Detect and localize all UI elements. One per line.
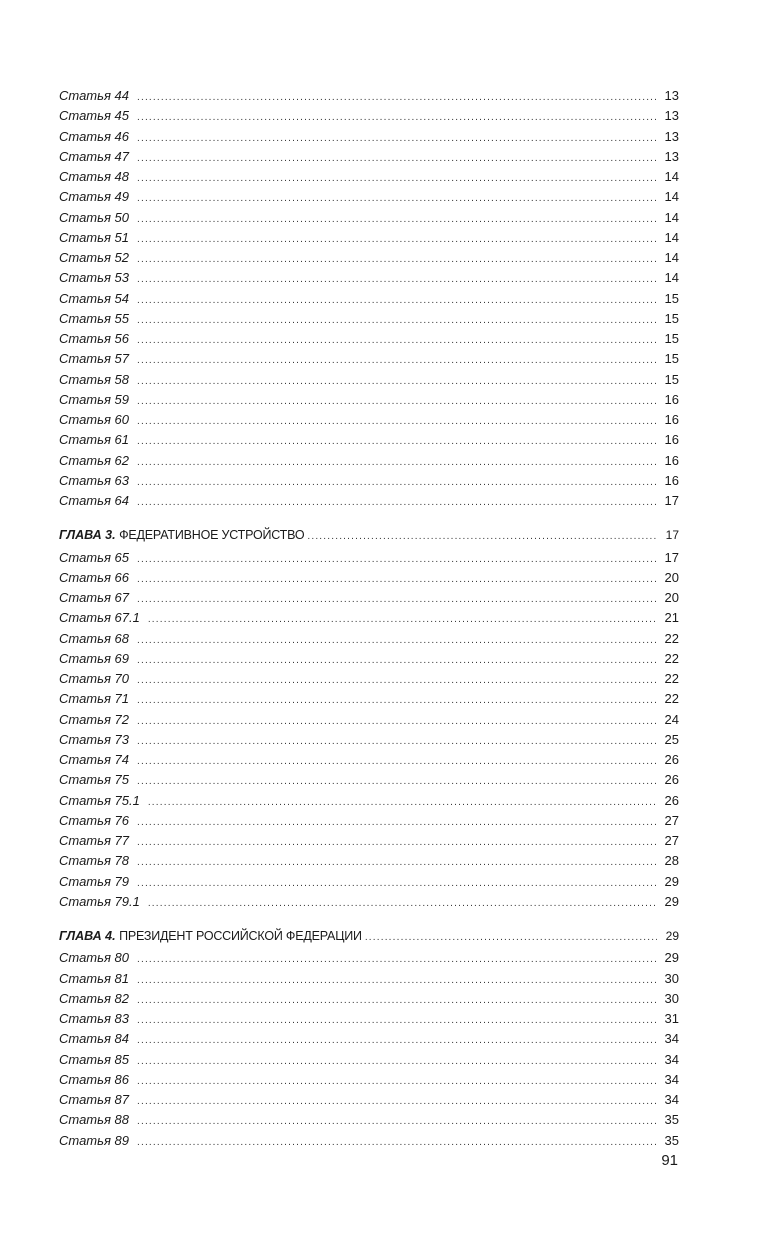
entry-label: Статья 68 (59, 630, 129, 646)
entry-label: Статья 67.1 (59, 610, 140, 626)
toc-entry[interactable] (59, 106, 679, 126)
entry-label: Статья 51 (59, 229, 129, 245)
dot-leader (137, 432, 657, 452)
dot-leader (137, 108, 657, 128)
dot-leader (137, 88, 657, 108)
entry-label: Статья 72 (59, 711, 129, 727)
toc-entry[interactable] (59, 892, 679, 912)
entry-page: 13 (664, 88, 679, 103)
toc-entry[interactable] (59, 471, 679, 491)
dot-leader (137, 129, 657, 149)
entry-page: 24 (664, 711, 679, 727)
toc-entry[interactable] (59, 1090, 679, 1110)
entry-page: 16 (664, 452, 679, 468)
entry-page: 14 (664, 229, 679, 245)
dot-leader (137, 772, 657, 792)
entry-label: Статья 76 (59, 812, 129, 828)
toc-entry[interactable] (59, 147, 679, 167)
toc-entry[interactable] (59, 309, 679, 329)
toc-entry[interactable] (59, 730, 679, 750)
entry-label: Статья 46 (59, 128, 129, 144)
entry-page: 34 (664, 1071, 679, 1087)
entry-label: Статья 75.1 (59, 792, 140, 808)
toc-entry[interactable] (59, 1110, 679, 1130)
entry-label: Статья 86 (59, 1071, 129, 1087)
entry-label: Статья 63 (59, 472, 129, 488)
dot-leader (137, 813, 657, 833)
entry-label: Статья 88 (59, 1112, 129, 1128)
entry-label: Статья 62 (59, 452, 129, 468)
entry-page: 14 (664, 209, 679, 225)
toc-entry[interactable] (59, 370, 679, 390)
entry-page: 22 (664, 650, 679, 666)
entry-page: 25 (664, 731, 679, 747)
dot-leader (137, 169, 657, 189)
toc-entry[interactable] (59, 710, 679, 730)
entry-page: 35 (664, 1112, 679, 1128)
dot-leader (148, 894, 657, 914)
entry-page: 26 (664, 792, 679, 808)
entry-page: 29 (664, 873, 679, 889)
entry-label: Статья 56 (59, 331, 129, 346)
entry-label: Статья 48 (59, 169, 129, 184)
dot-leader (137, 1052, 657, 1072)
dot-leader (137, 351, 657, 371)
entry-label: Статья 82 (59, 990, 129, 1006)
chapter-page: 29 (665, 929, 679, 943)
dot-leader (137, 311, 657, 331)
toc-entry[interactable] (59, 208, 679, 228)
dot-leader (137, 149, 657, 169)
toc-entry[interactable] (59, 969, 679, 989)
entry-page: 16 (664, 472, 679, 488)
dot-leader (137, 230, 657, 250)
toc-entry[interactable] (59, 289, 679, 309)
entry-label: Статья 84 (59, 1031, 129, 1047)
entry-page: 16 (664, 391, 679, 407)
dot-leader (137, 991, 657, 1011)
toc-entry[interactable] (59, 948, 679, 968)
entry-page: 14 (664, 270, 679, 286)
entry-label: Статья 79 (59, 873, 129, 889)
entry-page: 17 (664, 549, 679, 565)
toc-entry[interactable] (59, 1009, 679, 1029)
entry-label: Статья 74 (59, 752, 129, 767)
entry-label: Статья 79.1 (59, 893, 140, 909)
entry-label: Статья 83 (59, 1011, 129, 1026)
toc-entry[interactable] (59, 811, 679, 831)
toc-entry[interactable] (59, 872, 679, 892)
entry-label: Статья 45 (59, 108, 129, 124)
entry-page: 15 (664, 371, 679, 387)
toc-entry[interactable] (59, 588, 679, 608)
entry-label: Статья 80 (59, 950, 129, 966)
entry-label: Статья 69 (59, 650, 129, 666)
toc-entry[interactable] (59, 86, 679, 106)
entry-label: Статья 58 (59, 371, 129, 387)
chapter-title: ПРЕЗИДЕНТ РОССИЙСКОЙ ФЕДЕРАЦИИ (119, 929, 362, 943)
entry-page: 15 (664, 331, 679, 346)
dot-leader (137, 971, 657, 991)
entry-page: 30 (664, 970, 679, 986)
toc-entry[interactable] (59, 831, 679, 851)
entry-label: Статья 85 (59, 1051, 129, 1067)
entry-page: 13 (664, 108, 679, 124)
chapter-label (59, 926, 362, 946)
dot-leader (137, 270, 657, 290)
entry-page: 16 (664, 432, 679, 448)
toc-entry[interactable] (59, 329, 679, 349)
toc-entry[interactable] (59, 791, 679, 811)
entry-page: 14 (664, 250, 679, 265)
entry-page: 21 (664, 610, 679, 626)
entry-label: Статья 81 (59, 970, 129, 986)
entry-label: Статья 70 (59, 671, 129, 686)
entry-page: 13 (664, 148, 679, 164)
entry-label: Статья 89 (59, 1132, 129, 1148)
entry-page: 20 (664, 590, 679, 605)
dot-leader (137, 712, 657, 732)
entry-label: Статья 44 (59, 88, 129, 103)
entry-page: 34 (664, 1051, 679, 1067)
dot-leader (137, 250, 657, 270)
dot-leader (137, 1092, 657, 1112)
entry-page: 22 (664, 671, 679, 686)
entry-page: 16 (664, 412, 679, 427)
entry-page: 29 (664, 950, 679, 966)
entry-page: 34 (664, 1031, 679, 1047)
entry-label: Статья 77 (59, 833, 129, 848)
chapter-heading[interactable] (59, 525, 679, 545)
chapter-title: ФЕДЕРАТИВНОЕ УСТРОЙСТВО (119, 528, 305, 543)
entry-page: 27 (664, 833, 679, 848)
dot-leader (137, 833, 657, 853)
toc-entry[interactable] (59, 491, 679, 511)
dot-leader (137, 412, 657, 432)
entry-label: Статья 47 (59, 148, 129, 164)
entry-label: Статья 66 (59, 569, 129, 585)
entry-page: 14 (664, 169, 679, 184)
toc-entry[interactable] (59, 669, 679, 689)
entry-page: 14 (664, 189, 679, 205)
chapter-page: 17 (665, 528, 679, 543)
dot-leader (137, 671, 657, 691)
toc-entry[interactable] (59, 187, 679, 207)
entry-label: Статья 67 (59, 590, 129, 605)
dot-leader (137, 210, 657, 230)
page-number: 91 (661, 1152, 678, 1169)
dot-leader (137, 853, 657, 873)
entry-page: 29 (664, 893, 679, 909)
entry-label: Статья 64 (59, 493, 129, 508)
toc-entry[interactable] (59, 750, 679, 770)
entry-page: 15 (664, 351, 679, 367)
toc-entry[interactable] (59, 430, 679, 450)
dot-leader (148, 793, 657, 813)
entry-page: 22 (664, 691, 679, 707)
toc-entry[interactable] (59, 390, 679, 410)
toc-entry[interactable] (59, 608, 679, 628)
dot-leader (137, 550, 657, 570)
chapter-heading[interactable] (59, 926, 679, 946)
toc-entry[interactable] (59, 548, 679, 568)
entry-page: 31 (664, 1011, 679, 1026)
entry-label: Статья 87 (59, 1092, 129, 1107)
entry-label: Статья 61 (59, 432, 129, 448)
entry-label: Статья 49 (59, 189, 129, 205)
toc-entry[interactable] (59, 851, 679, 871)
entry-label: Статья 57 (59, 351, 129, 367)
dot-leader (137, 331, 657, 351)
toc-entry[interactable] (59, 167, 679, 187)
entry-label: Статья 78 (59, 853, 129, 869)
entry-label: Статья 53 (59, 270, 129, 286)
chapter-number: ГЛАВА 4. (59, 929, 116, 943)
entry-page: 34 (664, 1092, 679, 1107)
entry-page: 17 (664, 493, 679, 508)
toc-entry[interactable] (59, 629, 679, 649)
toc-entry[interactable] (59, 268, 679, 288)
entry-page: 35 (664, 1132, 679, 1148)
dot-leader (137, 291, 657, 311)
dot-leader (137, 1133, 657, 1153)
dot-leader (137, 392, 657, 412)
entry-label: Статья 55 (59, 310, 129, 326)
dot-leader (137, 189, 657, 209)
entry-page: 28 (664, 853, 679, 869)
entry-page: 26 (664, 752, 679, 767)
toc-entry[interactable] (59, 127, 679, 147)
dot-leader (137, 590, 657, 610)
dot-leader (137, 372, 657, 392)
entry-label: Статья 50 (59, 209, 129, 225)
entry-page: 30 (664, 990, 679, 1006)
toc-entry[interactable] (59, 228, 679, 248)
toc-entry[interactable] (59, 770, 679, 790)
dot-leader (137, 1011, 657, 1031)
toc-entry[interactable] (59, 1131, 679, 1151)
dot-leader (137, 570, 657, 590)
dot-leader (137, 732, 657, 752)
toc-entry[interactable] (59, 410, 679, 430)
entry-label: Статья 59 (59, 391, 129, 407)
dot-leader (137, 874, 657, 894)
toc-entry[interactable] (59, 451, 679, 471)
entry-label: Статья 75 (59, 772, 129, 788)
dot-leader (137, 691, 657, 711)
toc-entry[interactable] (59, 1070, 679, 1090)
entry-label: Статья 65 (59, 549, 129, 565)
entry-page: 22 (664, 630, 679, 646)
dot-leader (137, 1072, 657, 1092)
dot-leader (148, 610, 657, 630)
dot-leader (137, 752, 657, 772)
entry-label: Статья 54 (59, 290, 129, 306)
dot-leader (137, 631, 657, 651)
toc-entry[interactable] (59, 568, 679, 588)
entry-page: 26 (664, 772, 679, 788)
dot-leader (137, 1112, 657, 1132)
entry-label: Статья 60 (59, 412, 129, 427)
chapter-number: ГЛАВА 3. (59, 528, 116, 543)
entry-label: Статья 71 (59, 691, 129, 707)
chapter-label (59, 525, 304, 545)
toc-entry[interactable] (59, 1050, 679, 1070)
toc-entry[interactable] (59, 248, 679, 268)
toc-entry[interactable] (59, 689, 679, 709)
toc-entry[interactable] (59, 349, 679, 369)
toc-entry[interactable] (59, 989, 679, 1009)
dot-leader (137, 1031, 657, 1051)
entry-page: 20 (664, 569, 679, 585)
entry-page: 15 (664, 290, 679, 306)
entry-page: 15 (664, 310, 679, 326)
dot-leader (137, 950, 657, 970)
entry-label: Статья 52 (59, 250, 129, 265)
toc-entry[interactable] (59, 1029, 679, 1049)
dot-leader (137, 493, 657, 513)
dot-leader (365, 928, 657, 948)
toc-entry[interactable] (59, 649, 679, 669)
entry-page: 27 (664, 812, 679, 828)
table-of-contents (59, 86, 679, 1151)
entry-page: 13 (664, 128, 679, 144)
dot-leader (137, 473, 657, 493)
dot-leader (137, 453, 657, 473)
entry-label: Статья 73 (59, 731, 129, 747)
dot-leader (137, 651, 657, 671)
dot-leader (307, 527, 657, 547)
